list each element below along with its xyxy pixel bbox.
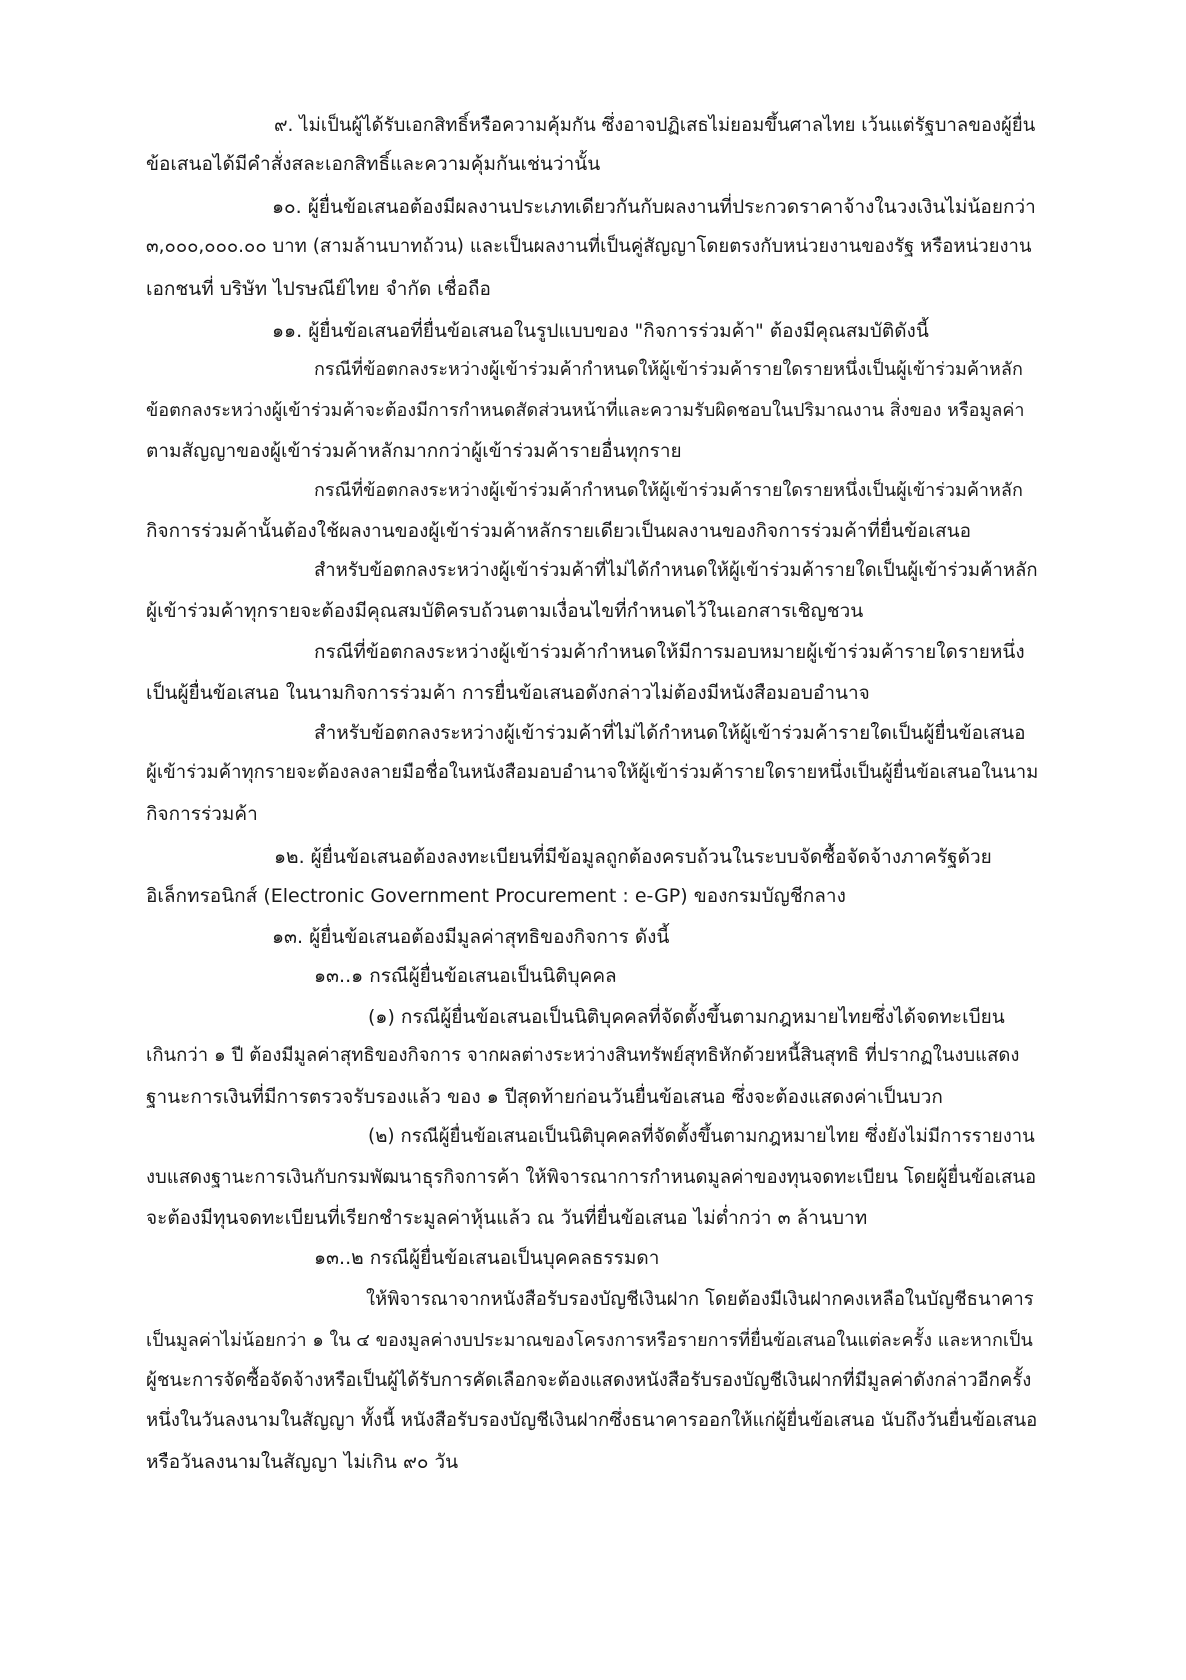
para-13-2-line-4: หนึ่งในวันลงนามในสัญญา ทั้งนี้ หนังสือรับรองบัญชีเงินฝากซึ่งธนาคารออกให้แก่ผู้ยื่นข้อเสนอ นับถึงวันยื่นข้อเสนอ [146,1410,1038,1431]
para-11c-line-2: ผู้เข้าร่วมค้าทุกรายจะต้องมีคุณสมบัติครบถ้วนตามเงื่อนไขที่กำหนดไว้ในเอกสารเชิญชวน [146,600,864,622]
para-11d-line-1: กรณีที่ข้อตกลงระหว่างผู้เข้าร่วมค้ากำหนดให้มีการมอบหมายผู้เข้าร่วมค้ารายใดรายหนึ่ง [314,641,1025,663]
para-12-line-2: อิเล็กทรอนิกส์ (Electronic Government Procurement : e-GP) ของกรมบัญชีกลาง [146,885,846,907]
para-10-line-1: ๑๐. ผู้ยื่นข้อเสนอต้องมีผลงานประเภทเดียวกันกับผลงานที่ประกวดราคาจ้างในวงเงินไม่น้อยกว่า [272,196,1036,218]
para-9-line-1: ๙. ไม่เป็นผู้ได้รับเอกสิทธิ์หรือความคุ้มกัน ซึ่งอาจปฏิเสธไม่ยอมขึ้นศาลไทย เว้นแต่รัฐบาลของผู้ยื่น [274,115,1036,136]
para-10-line-2: ๓,๐๐๐,๐๐๐.๐๐ บาท (สามล้านบาทถ้วน) และเป็นผลงานที่เป็นคู่สัญญาโดยตรงกับหน่วยงานของรัฐ หรือหน่วยงาน [146,236,1032,257]
para-13-2-line-2: เป็นมูลค่าไม่น้อยกว่า ๑ ใน ๔ ของมูลค่างบประมาณของโครงการหรือรายการที่ยื่นข้อเสนอในแต่ละครั้ง และหากเป็น [146,1330,1033,1351]
para-11a-line-3: ตามสัญญาของผู้เข้าร่วมค้าหลักมากกว่าผู้เข้าร่วมค้ารายอื่นทุกราย [146,440,682,462]
para-13-1-heading: ๑๓..๑ กรณีผู้ยื่นข้อเสนอเป็นนิติบุคคล [314,965,617,987]
para-11-line-1: ๑๑. ผู้ยื่นข้อเสนอที่ยื่นข้อเสนอในรูปแบบของ "กิจการร่วมค้า" ต้องมีคุณสมบัติดังนี้ [272,320,929,342]
para-13-1-2-line-3: จะต้องมีทุนจดทะเบียนที่เรียกชำระมูลค่าหุ้นแล้ว ณ วันที่ยื่นข้อเสนอ ไม่ต่ำกว่า ๓ ล้านบาท [146,1207,868,1229]
para-11e-line-3: กิจการร่วมค้า [146,803,258,825]
para-11b-line-2: กิจการร่วมค้านั้นต้องใช้ผลงานของผู้เข้าร่วมค้าหลักรายเดียวเป็นผลงานของกิจการร่วมค้าที่ยื่นข้อเสนอ [146,520,971,542]
para-13-1-2-line-2: งบแสดงฐานะการเงินกับกรมพัฒนาธุรกิจการค้า ให้พิจารณาการกำหนดมูลค่าของทุนจดทะเบียน โดยผู้ยื่นข้อเสนอ [146,1167,1037,1188]
para-13-2-line-3: ผู้ชนะการจัดซื้อจัดจ้างหรือเป็นผู้ได้รับการคัดเลือกจะต้องแสดงหนังสือรับรองบัญชีเงินฝากที่มีมูลค่าดังกล่าวอีกครั้ง [146,1370,1032,1391]
para-11a-line-1: กรณีที่ข้อตกลงระหว่างผู้เข้าร่วมค้ากำหนดให้ผู้เข้าร่วมค้ารายใดรายหนึ่งเป็นผู้เข้าร่วมค้าหลัก [314,359,1023,380]
para-13-1-1-line-3: ฐานะการเงินที่มีการตรวจรับรองแล้ว ของ ๑ ปีสุดท้ายก่อนวันยื่นข้อเสนอ ซึ่งจะต้องแสดงค่าเป็นบวก [146,1086,943,1108]
para-13-1-1-line-1: (๑) กรณีผู้ยื่นข้อเสนอเป็นนิติบุคคลที่จัดตั้งขึ้นตามกฎหมายไทยซึ่งได้จดทะเบียน [368,1006,1005,1028]
para-13-2-line-5: หรือวันลงนามในสัญญา ไม่เกิน ๙๐ วัน [146,1451,459,1473]
para-9-line-2: ข้อเสนอได้มีคำสั่งสละเอกสิทธิ์และความคุ้มกันเช่นว่านั้น [146,153,601,175]
para-13-1-1-line-2: เกินกว่า ๑ ปี ต้องมีมูลค่าสุทธิของกิจการ จากผลต่างระหว่างสินทรัพย์สุทธิหักด้วยหนี้สินสุทธิ ที่ปรากฏในงบแสดง [146,1045,1020,1066]
para-11d-line-2: เป็นผู้ยื่นข้อเสนอ ในนามกิจการร่วมค้า การยื่นข้อเสนอดังกล่าวไม่ต้องมีหนังสือมอบอำนาจ [146,682,870,704]
para-13-2-line-1: ให้พิจารณาจากหนังสือรับรองบัญชีเงินฝาก โดยต้องมีเงินฝากคงเหลือในบัญชีธนาคาร [366,1289,1034,1310]
para-11e-line-1: สำหรับข้อตกลงระหว่างผู้เข้าร่วมค้าที่ไม่ได้กำหนดให้ผู้เข้าร่วมค้ารายใดเป็นผู้ยื่นข้อเสนอ [314,722,1026,744]
para-11e-line-2: ผู้เข้าร่วมค้าทุกรายจะต้องลงลายมือชื่อในหนังสือมอบอำนาจให้ผู้เข้าร่วมค้ารายใดรายหนึ่งเป็นผู้ยื่นข้อเสนอในนาม [146,762,1039,783]
para-11a-line-2: ข้อตกลงระหว่างผู้เข้าร่วมค้าจะต้องมีการกำหนดสัดส่วนหน้าที่และความรับผิดชอบในปริมาณงาน สิ่งของ หรือมูลค่า [146,400,1025,421]
para-13-2-heading: ๑๓..๒ กรณีผู้ยื่นข้อเสนอเป็นบุคคลธรรมดา [314,1247,660,1269]
para-13-heading: ๑๓. ผู้ยื่นข้อเสนอต้องมีมูลค่าสุทธิของกิจการ ดังนี้ [272,926,670,948]
para-10-line-3: เอกชนที่ บริษัท ไปรษณีย์ไทย จำกัด เชื่อถือ [146,278,491,300]
para-12-line-1: ๑๒. ผู้ยื่นข้อเสนอต้องลงทะเบียนที่มีข้อมูลถูกต้องครบถ้วนในระบบจัดซื้อจัดจ้างภาครัฐด้วย [274,846,992,868]
para-13-1-2-line-1: (๒) กรณีผู้ยื่นข้อเสนอเป็นนิติบุคคลที่จัดตั้งขึ้นตามกฎหมายไทย ซึ่งยังไม่มีการรายงาน [368,1126,1035,1147]
para-11c-line-1: สำหรับข้อตกลงระหว่างผู้เข้าร่วมค้าที่ไม่ได้กำหนดให้ผู้เข้าร่วมค้ารายใดเป็นผู้เข้าร่วมค้าหลัก [314,560,1038,581]
para-11b-line-1: กรณีที่ข้อตกลงระหว่างผู้เข้าร่วมค้ากำหนดให้ผู้เข้าร่วมค้ารายใดรายหนึ่งเป็นผู้เข้าร่วมค้าหลัก [314,480,1023,501]
